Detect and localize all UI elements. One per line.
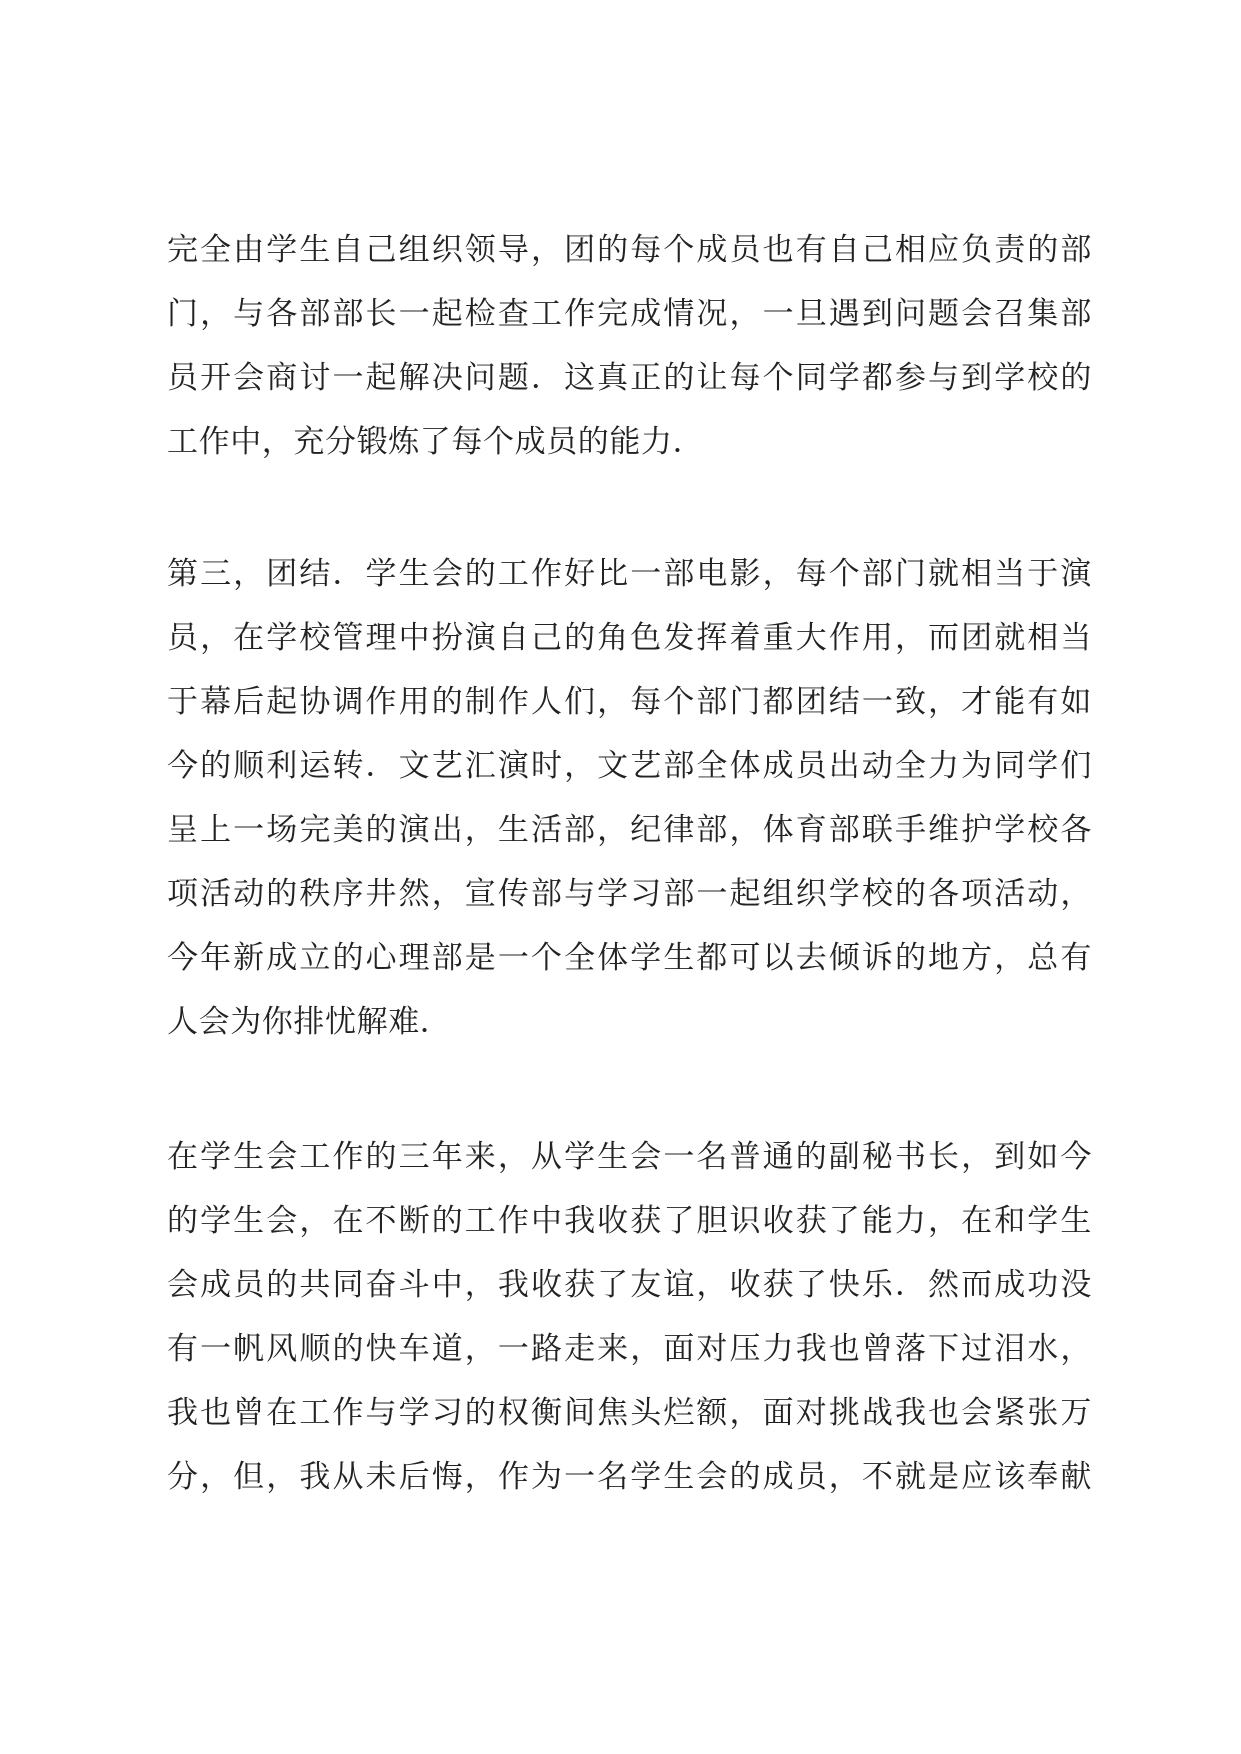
- text-line: 于幕后起协调作用的制作人们，每个部门都团结一致，才能有如: [167, 684, 1092, 720]
- text-line: 人会为你排忧解难．: [167, 1004, 452, 1040]
- text-line: 今的顺利运转．文艺汇演时，文艺部全体成员出动全力为同学们: [167, 748, 1092, 784]
- text-line: 的学生会，在不断的工作中我收获了胆识收获了能力，在和学生: [167, 1203, 1092, 1239]
- text-line: 会成员的共同奋斗中，我收获了友谊，收获了快乐．然而成功没: [167, 1267, 1092, 1303]
- text-line: 今年新成立的心理部是一个全体学生都可以去倾诉的地方，总有: [167, 940, 1092, 976]
- paragraph: [167, 542, 1092, 1054]
- text-line: 呈上一场完美的演出，生活部，纪律部，体育部联手维护学校各: [167, 812, 1092, 848]
- paragraph: [167, 218, 1092, 474]
- text-line: 完全由学生自己组织领导，团的每个成员也有自己相应负责的部: [167, 232, 1092, 268]
- text-line: 门，与各部部长一起检查工作完成情况，一旦遇到问题会召集部: [167, 296, 1092, 332]
- text-line: 在学生会工作的三年来，从学生会一名普通的副秘书长，到如今: [167, 1139, 1092, 1175]
- text-line: 项活动的秩序井然，宣传部与学习部一起组织学校的各项活动，: [167, 876, 1092, 912]
- text-line: 分，但，我从未后悔，作为一名学生会的成员，不就是应该奉献: [167, 1459, 1092, 1495]
- text-line: 员，在学校管理中扮演自己的角色发挥着重大作用，而团就相当: [167, 620, 1092, 656]
- paragraph: [167, 1125, 1092, 1509]
- text-line: 有一帆风顺的快车道，一路走来，面对压力我也曾落下过泪水，: [167, 1331, 1092, 1367]
- text-line: 我也曾在工作与学习的权衡间焦头烂额，面对挑战我也会紧张万: [167, 1395, 1092, 1431]
- text-line: 第三，团结．学生会的工作好比一部电影，每个部门就相当于演: [167, 556, 1092, 592]
- text-line: 工作中，充分锻炼了每个成员的能力．: [167, 424, 705, 460]
- text-line: 员开会商讨一起解决问题．这真正的让每个同学都参与到学校的: [167, 360, 1092, 396]
